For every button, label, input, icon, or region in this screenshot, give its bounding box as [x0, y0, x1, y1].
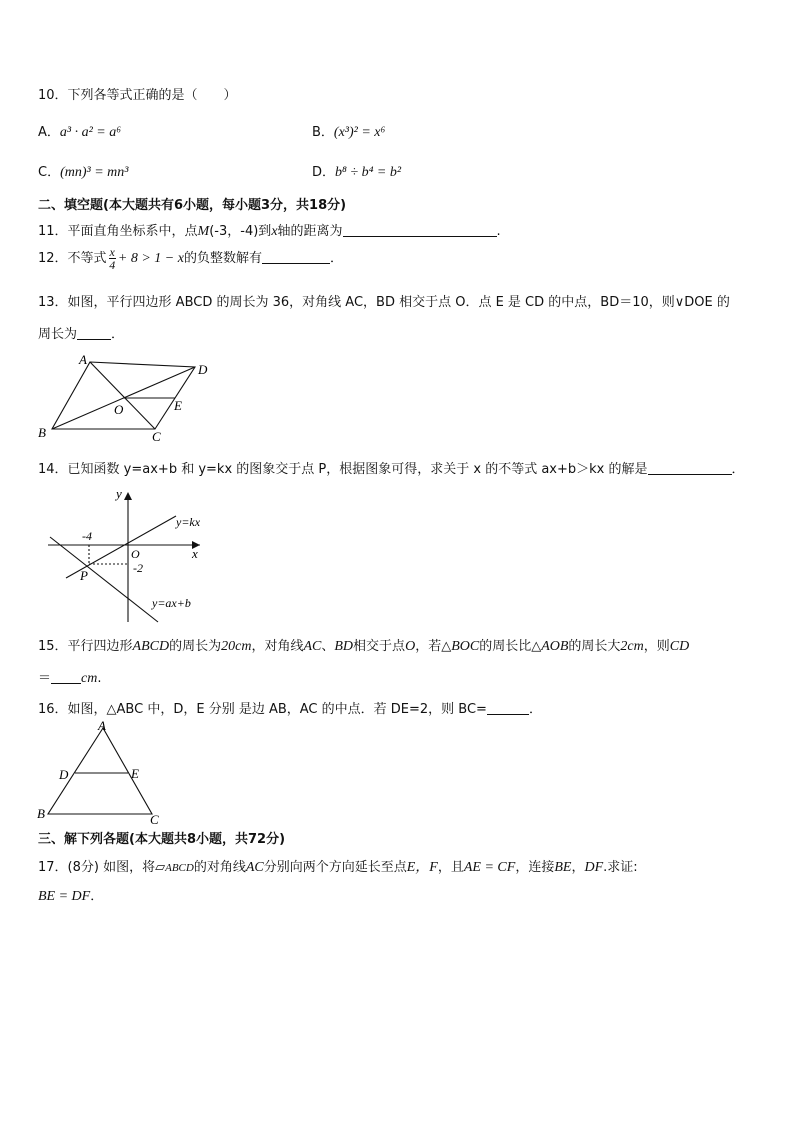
- option-b-expression: (x³)² = x⁶: [333, 125, 386, 140]
- option-d-expression: b⁸ ÷ b⁴ = b²: [335, 165, 402, 180]
- q17-equation: AE = CF: [463, 860, 516, 875]
- label-x: x: [192, 546, 198, 561]
- q12-text: 12．不等式: [38, 251, 107, 266]
- q15-text-e: 的周长比△: [479, 639, 542, 654]
- q13-end: ．: [111, 327, 125, 342]
- q15-text-b: ，对角线: [251, 639, 304, 654]
- label-b: B: [37, 806, 45, 821]
- q15-equals: ＝: [38, 671, 52, 686]
- q11-point-name: M: [197, 224, 210, 239]
- diagonal-ac: [90, 362, 155, 429]
- section-2-heading: 二、填空题(本大题共有6小题，每小题3分，共18分): [38, 198, 347, 213]
- label-d: D: [198, 362, 208, 377]
- q11-text-mid: 到: [258, 224, 272, 239]
- y-axis-arrow-icon: [124, 492, 132, 500]
- q17-abcd: ABCD: [165, 862, 194, 874]
- q13-text: 周长为: [38, 327, 78, 342]
- q17-text-b: 分别向两个方向延长至点: [263, 860, 407, 875]
- q12-fraction: [109, 246, 116, 271]
- q14-answer-blank[interactable]: [648, 462, 732, 475]
- label-c: C: [152, 429, 161, 444]
- q10-stem: 10．下列各等式正确的是（ ）: [38, 88, 237, 103]
- q15-separator: 、: [321, 639, 335, 654]
- q16: [38, 698, 542, 717]
- q13-parallelogram-figure: [30, 352, 220, 447]
- q15-text: 15．平行四边形: [38, 639, 133, 654]
- label-b: B: [38, 425, 46, 440]
- q13-line2: [38, 323, 124, 342]
- q16-end: ．: [528, 702, 542, 717]
- q11-coordinates: (-3，-4): [209, 224, 259, 239]
- q12-denominator: 4: [109, 258, 116, 272]
- q13-line1: 13．如图，平行四边形 ABCD 的周长为 36，对角线 AC，BD 相交于点 O．点 E 是 CD 的中点，BD＝10，则∨DOE 的: [38, 295, 730, 310]
- option-d-label: D．: [312, 165, 336, 180]
- q16-text: 16．如图，△ABC 中，D，E 分别 是边 AB，AC 的中点．若 DE=2，则 BC=: [38, 702, 487, 717]
- q17-to-prove: BE = DF: [38, 889, 91, 904]
- q15-unit: cm: [81, 671, 98, 686]
- q17-text-d: ，连接: [515, 860, 555, 875]
- q17-be: BE: [554, 860, 572, 875]
- q14-function-graph: [40, 486, 220, 626]
- q16-answer-blank[interactable]: [487, 702, 529, 715]
- q17-line2: [38, 885, 103, 905]
- q15-aob: AOB: [541, 639, 569, 654]
- q15-end: .: [97, 671, 102, 686]
- q12-answer-blank[interactable]: [262, 251, 330, 264]
- q15-answer-blank[interactable]: [51, 671, 81, 684]
- q12: [38, 246, 343, 271]
- q17-text-e: .求证:: [603, 860, 638, 875]
- label-d: D: [59, 767, 69, 782]
- q17-ef: E，F: [406, 860, 438, 875]
- q11-text: 11．平面直角坐标系中，点: [38, 224, 198, 239]
- q10-option-b: [312, 121, 385, 141]
- label-e: E: [174, 398, 182, 413]
- label-neg2: -2: [133, 561, 143, 575]
- label-a: A: [98, 718, 106, 733]
- q12-end: ．: [329, 251, 343, 266]
- q10-option-d: [312, 161, 401, 181]
- q11-end: .: [496, 224, 501, 239]
- parallelogram-abcd: [52, 362, 195, 429]
- q11: [38, 220, 501, 240]
- q15-line2: [38, 667, 101, 687]
- section-3-heading: 三、解下列各题(本大题共8小题，共72分): [38, 832, 286, 847]
- line-y-ax-b: [50, 537, 158, 622]
- q15-text-f: 的周长大: [568, 639, 621, 654]
- q17-separator: ，: [571, 860, 585, 875]
- option-a-expression: a³ · a² = a⁶: [59, 125, 122, 140]
- q17-text: 17．(8分) 如图，将▱: [38, 860, 166, 875]
- q15-text-g: ，则: [643, 639, 670, 654]
- q11-axis: x: [271, 224, 278, 239]
- q17-text-a: 的对角线: [193, 860, 246, 875]
- q15-ac: AC: [303, 639, 322, 654]
- q17-text-c: ，且: [437, 860, 464, 875]
- q15-text-a: 的周长为: [169, 639, 222, 654]
- q11-answer-blank[interactable]: [343, 224, 497, 237]
- option-a-label: A．: [38, 125, 60, 140]
- label-c: C: [150, 812, 159, 827]
- q14: [38, 458, 745, 477]
- label-a: A: [79, 352, 87, 367]
- label-e: E: [131, 766, 139, 781]
- q14-end: ．: [731, 462, 745, 477]
- q17-line1: [38, 856, 638, 876]
- q15-o: O: [405, 639, 416, 654]
- q15-abcd: ABCD: [132, 639, 170, 654]
- label-y: y: [116, 486, 122, 501]
- q15-perimeter: 20cm: [221, 639, 252, 654]
- q11-text-post: 轴的距离为: [277, 224, 343, 239]
- label-y-ax-b: y=ax+b: [152, 596, 191, 610]
- label-p: P: [80, 568, 88, 583]
- q12-inequality: + 8 > 1 − x: [117, 251, 184, 266]
- option-b-label: B．: [312, 125, 334, 140]
- q12-text-post: 的负整数解有: [183, 251, 262, 266]
- q15-difference: 2cm: [620, 639, 644, 654]
- q13-answer-blank[interactable]: [77, 327, 111, 340]
- label-o: O: [114, 402, 124, 417]
- q14-text: 14．已知函数 y=ax+b 和 y=kx 的图象交于点 P，根据图象可得，求关于 x 的不等式 ax+b＞kx 的解是: [38, 462, 648, 477]
- q10-option-a: [38, 121, 121, 141]
- q16-triangle-figure: [30, 716, 180, 828]
- q17-end: ．: [90, 889, 104, 904]
- q17-ac: AC: [245, 860, 264, 875]
- label-origin: O: [131, 547, 140, 561]
- q15-text-c: 相交于点: [353, 639, 406, 654]
- q12-numerator: x: [109, 245, 115, 259]
- q15-text-d: ，若△: [415, 639, 452, 654]
- q10-option-c: [38, 161, 128, 181]
- option-c-label: C．: [38, 165, 61, 180]
- q15-line1: [38, 635, 689, 655]
- q17-df: DF: [584, 860, 604, 875]
- q15-bd: BD: [334, 639, 354, 654]
- option-c-expression: (mn)³ = mn³: [60, 165, 129, 180]
- label-neg4: -4: [82, 529, 92, 543]
- q15-cd: CD: [669, 639, 690, 654]
- q15-boc: BOC: [451, 639, 480, 654]
- label-y-kx: y=kx: [176, 515, 201, 529]
